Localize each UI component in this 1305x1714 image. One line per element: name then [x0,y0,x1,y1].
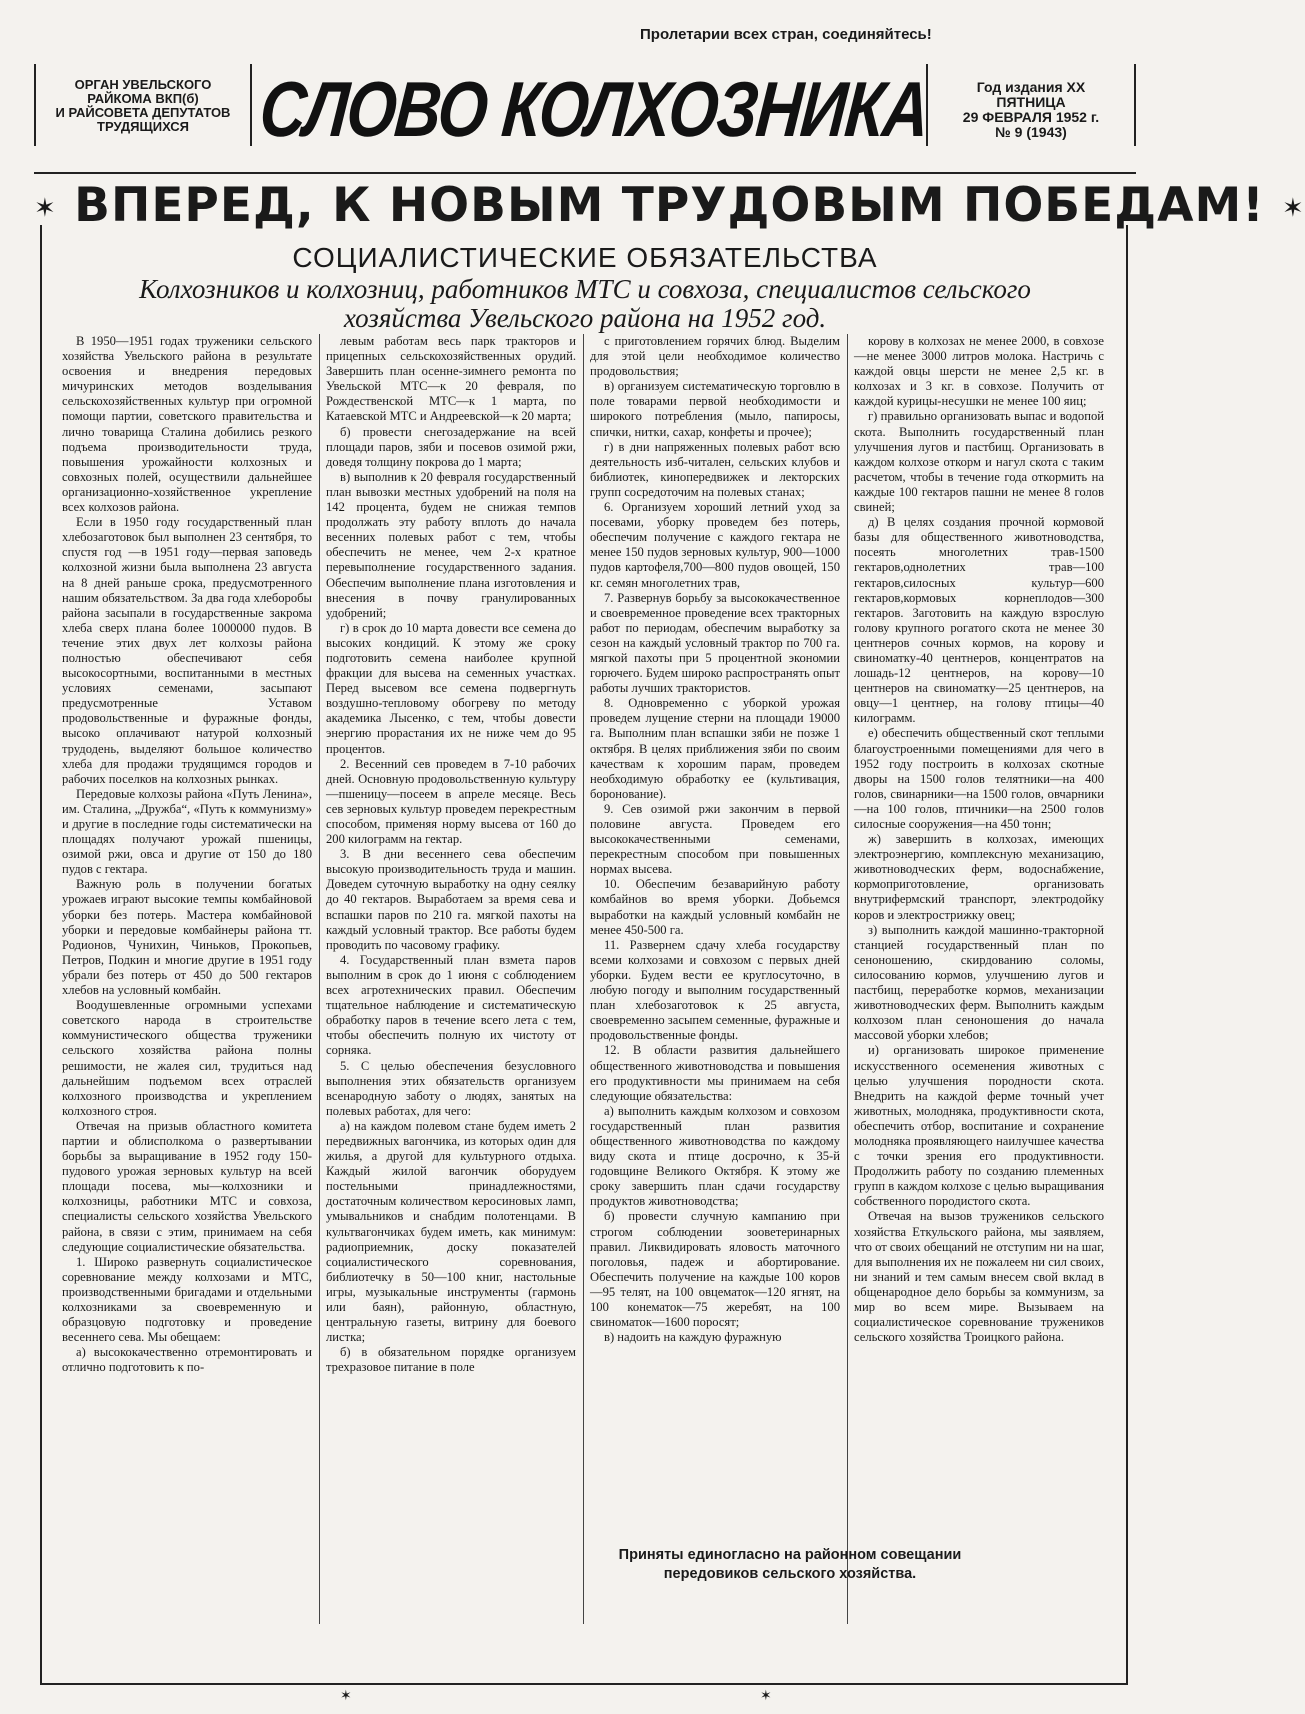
article-paragraph: 5. С целью обеспечения безусловного выполнения этих обязательств организуем всенародную заботу о людях, занятых на полевых работах, для чего: [326,1058,576,1118]
publisher-line: РАЙКОМА ВКП(б) [87,91,199,106]
article-paragraph: 9. Сев озимой ржи закончим в первой половине августа. Проведем его высококачественными семенами, перекрестным способом при повышенных нормах высева. [590,801,840,877]
issue-date: 29 ФЕВРАЛЯ 1952 г. [962,109,1100,125]
star-icon: ✶ [760,1688,772,1704]
article-paragraph: а) выполнить каждым колхозом и совхозом государственный план развития общественного животноводства по каждому виду скота и птице досрочно, к 35-й годовщине Великого Октября. К этому же сроку завершить план сдачи государству продуктов животноводства; [590,1103,840,1209]
article-paragraph: б) в обязательном порядке организуем трехразовое питание в поле [326,1345,576,1375]
article-paragraph: 11. Развернем сдачу хлеба государству всеми колхозами и совхозом с первых дней уборки. Будем вести ее круглосуточно, в любую погоду и выполним государственный план хлебозаготовок к 25 августа, своевременно засыпем семенные, фуражные и продовольственные фонды. [590,937,840,1043]
article-paragraph: б) провести снегозадержание на всей площади паров, зяби и посевов озимой ржи, доведя толщину покрова до 1 марта; [326,424,576,469]
article-subhead: СОЦИАЛИСТИЧЕСКИЕ ОБЯЗАТЕЛЬСТВА [292,242,878,273]
article-paragraph: Отвечая на вызов тружеников сельского хозяйства Еткульского района, мы заявляем, что от своих обещаний не отступим ни на шаг, для выполнения их не пожалеем ни сил своих, ни знаний и тем самым внесем свой вклад в общенародное дело борьбы за коммунизм, за мир во всем мире. Вызываем на социалистическое соревнование тружеников сельского хозяйства Троицкого района. [854,1209,1104,1345]
article-paragraph: В 1950—1951 годах труженики сельского хозяйства Увельского района в результате освоения и внедрения передовых мичуринских методов возделывания сельскохозяйственных культур при огромной помощи партии, советского правительства и лично товарища Сталина добились резкого подъема производительности труда, повышения урожайности колхозных и совхозных полей, осуществили дальнейшее организационно-хозяйственное укрепление всех колхозов района. [62,334,312,515]
article-paragraph: 12. В области развития дальнейшего общественного животноводства и повышения его продуктивности мы принимаем на себя следующие обязательства: [590,1043,840,1103]
slogan: Пролетарии всех стран, соединяйтесь! [640,26,932,43]
article-paragraph: з) выполнить каждой машинно-тракторной станцией государственный план по сеноношению, скирдованию соломы, силосованию кормов, улучшению лугов и пастбищ, переработке кормов, механизации животноводческих ферм. Выполнить каждым колхозом план сеноношения до начала массовой уборки хлебов; [854,922,1104,1043]
article-paragraph: а) на каждом полевом стане будем иметь 2 передвижных вагончика, из которых один для жилья, а другой для культурного отдыха. Каждый жилой вагончик оборудуем постельными принадлежностями, достаточным количеством керосиновых ламп, умывальников и снабдим полотенцами. В культвагончиках будем иметь, как минимум: радиоприемник, доску показателей социалистического соревнования, библиотечку в 50—100 книг, настольные игры, музыкальные инструменты (гармонь или баян), районную, областную, центральную газеты, витрину для боевого листка; [326,1118,576,1345]
article-paragraph: 3. В дни весеннего сева обеспечим высокую производительность труда и машин. Доведем суточную выработку на одну сеялку до 40 гектаров. Выработаем за время сева и вспашки паров по 210 га. мягкой пахоты на каждый условный трактор. Все работы будем проводить по часовому графику. [326,847,576,952]
star-icon: ✶ [34,193,57,224]
article-paragraph: е) обеспечить общественный скот теплыми благоустроенными помещениями для чего в 1952 году построить в колхозах скотные дворы на 1500 голов телятники—на 400 голов, свинарники—на 1500 голов, овчарники—на 100 голов, птичники—на 2500 голов силосные сооружения—на 450 тонн; [854,726,1104,831]
publisher-line: ОРГАН УВЕЛЬСКОГО [74,77,212,92]
article-paragraph: в) организуем систематическую торговлю в поле товарами первой необходимости и широкого потребления (мыло, папиросы, спички, нитки, сахар, конфеты и прочее); [590,379,840,439]
article-paragraph: г) в дни напряженных полевых работ всю деятельность изб-читален, сельских клубов и библиотек, кинопередвижек и лекторских групп сосредоточим на полевых станах; [590,439,840,499]
headline-text: ВПЕРЕД, К НОВЫМ ТРУДОВЫМ ПОБЕДАМ! [74,178,1265,233]
newspaper-title: СЛОВО КОЛХОЗНИКА [256,64,932,153]
issue-year: Год издания XX [976,79,1086,95]
issue-info-box [926,64,1136,146]
article-paragraph: левым работам весь парк тракторов и прицепных сельскохозяйственных орудий. Завершить план осенне-зимнего ремонта по Увельской МТС—к 20 февраля, по Рождественской МТС—к 1 марта, по Катаевской МТС и Андреевской—к 20 марта; [326,334,576,424]
article-column [854,334,1104,1622]
article-paragraph: д) В целях создания прочной кормовой базы для общественного животноводства, посеять многолетних трав-1500 гектаров,однолетних трав—100 гектаров,силосных культур—600 гектаров,кормовых корнеплодов—300 гектаров. Заготовить на каждую взрослую голову крупного рогатого скота не менее 30 центнеров сочных кормов, на корову и свиноматку-40 центнеров, концентратов на лошадь-12 центнеров, на корову—10 центнеров на свиноматку—25 центнеров, на овцу—1 центнер, на голову птицы—40 килограмм. [854,515,1104,726]
article-subtitle: Колхозников и колхозниц, работников МТС и совхоза, специалистов сельского хозяйства Увельского района на 1952 год. [139,274,1031,333]
article-paragraph: 6. Организуем хороший летний уход за посевами, уборку проведем без потерь, обеспечим получение с каждого гектара не менее 150 пудов зерновых культур, 900—1000 пудов картофеля,700—800 пудов овощей, 150 кг. семян многолетних трав, [590,500,840,590]
article-paragraph: Отвечая на призыв областного комитета партии и облисполкома о развертывании борьбы за выращивание в 1952 году 150-пудового урожая зерновых культур на всей площади посева, мы—колхозники и колхозницы, работники МТС и совхоза, специалисты сельского хозяйства Увельского района, в связи с этим, принимаем на себя следующие социалистические обязательства. [62,1118,312,1254]
article-paragraph: г) в срок до 10 марта довести все семена до высоких кондиций. К этому же сроку подготовить семена наиболее крупной фракции для высева на семенных участках. Перед высевом все семена подвергнуть воздушно-тепловому обогреву по методу академика Лысенко, с тем, чтобы довести энергию прорастания их не ниже чем до 95 процентов. [326,620,576,756]
closing-note: Приняты единогласно на районном совещании передовиков сельского хозяйства. [618,1547,962,1582]
article-paragraph: и) организовать широкое применение искусственного осеменения животных с целью улучшения породности скота. Внедрить на каждой ферме точный учет животных, молодняка, продуктивности скота, обеспечить отбор, воспитание и сохранение молодняка проявляющего наилучшее качества с точки зрения его продуктивности. Продолжить работу по созданию племенных групп в каждом колхозе с целью выращивания собственного породистого скота. [854,1043,1104,1209]
article-paragraph: 1. Широко развернуть социалистическое соревнование между колхозами и МТС, производственными бригадами и отдельными колхозниками за своевременную и образцовую подготовку и проведение весеннего сева. Мы обещаем: [62,1254,312,1345]
article-paragraph: в) выполнив к 20 февраля государственный план вывозки местных удобрений на поля на 142 процента, будем не снижая темпов продолжать эту работу вплоть до начала весенних полевых работ с тем, чтобы обеспечить не менее, чем 2-х кратное перевыполнение государственного задания. Обеспечим выполнение плана изготовления и внесения в почву гранулированных удобрений; [326,469,576,620]
article-body [62,334,1108,1622]
article-paragraph: Передовые колхозы района «Путь Ленина», им. Сталина, „Дружба“, «Путь к коммунизму» и другие в последние годы систематически на площадях получают урожай пшеницы, озимой ржи, овса и другие от 150 до 180 пудов с гектара. [62,786,312,877]
star-icon: ✶ [1282,193,1305,224]
article-paragraph: Воодушевленные огромными успехами советского народа в строительстве коммунистического общества труженики сельского хозяйства района полны решимости, не жалея сил, трудиться над дальнейшим подъемом всех отраслей колхозного производства и укреплением колхозного строя. [62,998,312,1118]
masthead [34,54,1136,164]
issue-weekday: ПЯТНИЦА [996,94,1066,110]
star-icon: ✶ [340,1688,352,1704]
article-column [62,334,312,1622]
article-column [326,334,576,1622]
article-paragraph: с приготовлением горячих блюд. Выделим для этой цели необходимое количество продовольствия; [590,334,840,379]
article-paragraph: б) провести случную кампанию при строгом соблюдении зооветеринарных правил. Ликвидировать яловость маточного поголовья, падеж и абортирование. Обеспечить получение на каждые 100 коров—95 телят, на 100 овцематок—120 ягнят, на 100 конематок—75 жеребят, на 100 свиноматок—1600 поросят; [590,1209,840,1330]
article-paragraph: г) правильно организовать выпас и водопой скота. Выполнить государственный план улучшения лугов и пастбищ. Организовать в каждом колхозе откорм и нагул скота с таким расчетом, чтобы в течение года откормить на каждые 100 гектаров пашни не менее 8 голов свиней; [854,409,1104,515]
article-paragraph: 7. Развернув борьбу за высококачественное и своевременное проведение всех тракторных работ по периодам, обеспечим выработку за сезон на каждый условный трактор по 700 га. мягкой пахоты при 5 процентной экономии горючего. Будем широко распространять опыт работы лучших трактористов. [590,590,840,696]
article-paragraph: корову в колхозах не менее 2000, в совхозе—не менее 3000 литров молока. Настричь с каждой овцы шерсти не менее 2,5 кг. в колхозах и 3 кг. в совхозе. Получить от каждой курицы-несушки не менее 100 яиц; [854,334,1104,409]
article-paragraph: а) высококачественно отремонтировать и отлично подготовить к по- [62,1345,312,1375]
article-column [590,334,840,1544]
article-paragraph: Важную роль в получении богатых урожаев играют высокие темпы комбайновой уборки без потерь. Мастера комбайновой уборки и передовые комбайнеры района тт. Родионов, Чунихин, Чиньков, Прокопьев, Петров, Подкин и многие другие в 1951 году убрали без потерь от 450 до 500 гектаров хлебов на условный комбайн. [62,877,312,998]
publisher-line: И РАЙСОВЕТА ДЕПУТАТОВ [55,105,231,120]
publisher-box [34,64,252,146]
article-paragraph: 2. Весенний сев проведем в 7-10 рабочих дней. Основную продовольственную культуру—пшеницу—посеем в апреле месяце. Весь сев зерновых культур проведем перекрестным способом, применяя норму высева от 160 до 200 килограмм на гектар. [326,756,576,847]
article-paragraph: Если в 1950 году государственный план хлебозаготовок был выполнен 23 сентября, то спустя год —в 1951 году—первая заповедь колхозной жизни была выполнена 23 августа на 8 дней раньше срока, предусмотренного нашим обязательством. За два года хлеборобы района засыпали в государственные закрома хлеба сверх плана более 1000000 пудов. В течение этих двух лет колхозы района полностью обеспечивают себя высокосортными, воспитанными в местных условиях семенами, засыпают предусмотренные Уставом продовольственные и фуражные фонды, высоко оплачивают натурой колхозный трудодень, выделяют большое количество хлеба для продажи трудящимся городов и рабочих поселков на колхозных рынках. [62,515,312,786]
article-paragraph: в) надоить на каждую фуражную [604,1330,782,1345]
article-paragraph: 10. Обеспечим безаварийную работу комбайнов во время уборки. Добьемся выработки на каждый условный комбайн не менее 450-500 га. [590,877,840,937]
article-paragraph: ж) завершить в колхозах, имеющих электроэнергию, комплексную механизацию, животноводческих ферм, водоснабжение, кормоприготовление, организовать внутрифермский транспорт, электродойку коров и электрострижку овец; [854,832,1104,922]
article-paragraph: 4. Государственный план взмета паров выполним в срок до 1 июня с соблюдением всех агротехнических правил. Обеспечим тщательное наблюдение и систематическую обработку паров в течение всего лета с тем, чтобы обеспечить полную их чистоту от сорняка. [326,952,576,1058]
article-paragraph: 8. Одновременно с уборкой урожая проведем лущение стерни на площади 19000 га. Выполним план вспашки зяби не позже 1 октября. В целях приближения зяби по своим качествам к хорошим парам, проведем необходимую обработку ее (культивация, боронование). [590,696,840,801]
publisher-line: ТРУДЯЩИХСЯ [97,119,189,134]
issue-number: № 9 (1943) [995,124,1067,140]
masthead-rule [34,172,1136,174]
